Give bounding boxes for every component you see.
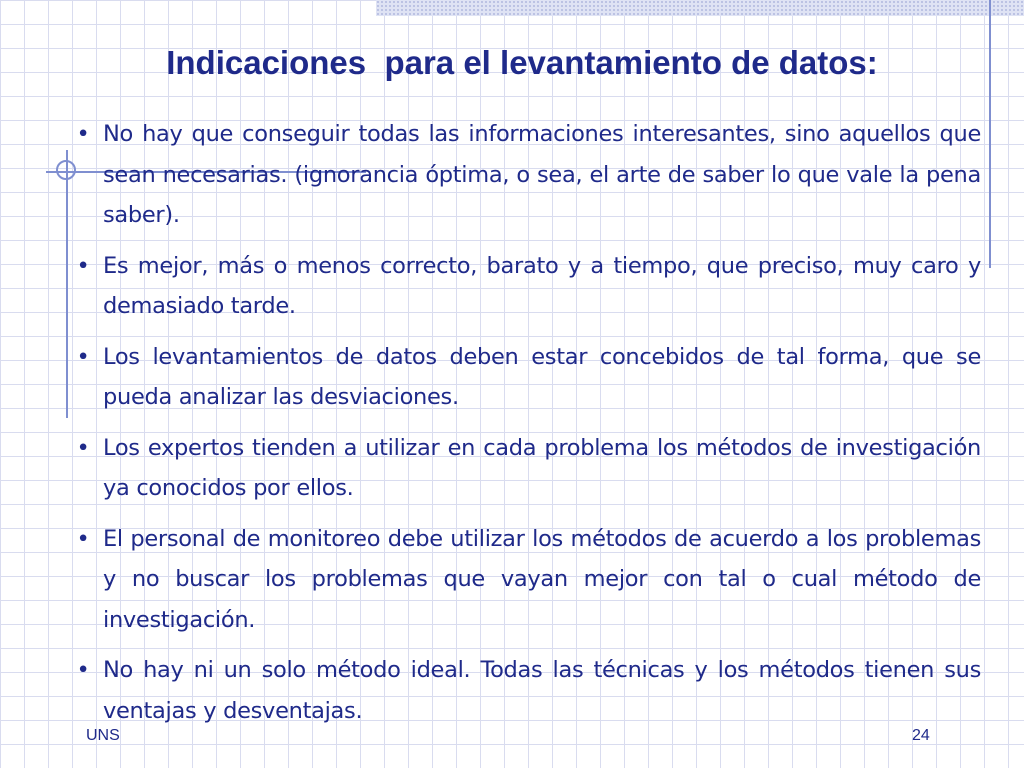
bullet-item [73,519,981,641]
bullet-item [73,650,981,731]
bullet-text: No hay ni un solo método ideal. Todas las técnicas y los métodos tienen sus ventajas y desventajas. [103,657,981,724]
bullet-dot-icon: • [76,657,90,683]
bullet-dot-icon: • [76,434,90,461]
bullet-dot-icon: • [76,525,90,552]
bullet-item [73,114,981,236]
right-vertical-accent-line [989,0,991,268]
bullet-text: Es mejor, más o menos correcto, barato y a tiempo, que preciso, muy caro y demasiado tarde. [103,252,981,319]
bullet-dot-icon: • [76,121,90,147]
top-decorative-band [376,0,1024,16]
bullet-text: No hay que conseguir todas las informaciones interesantes, sino aquellos que sean necesarias. (ignorancia óptima, o sea, el arte de saber lo que vale la pena saber). [103,121,981,228]
bullet-item [73,337,981,418]
bullet-item [73,246,981,327]
footer-organization: UNS [86,727,120,744]
bullet-text: Los levantamientos de datos deben estar concebidos de tal forma, que se pueda analizar las desviaciones. [103,343,981,410]
slide-title: Indicaciones para el levantamiento de datos: [166,44,878,81]
bullet-dot-icon: • [76,252,90,279]
bullet-list [73,114,981,741]
left-vertical-accent-line [66,150,68,418]
bullet-text: Los expertos tienden a utilizar en cada problema los métodos de investigación ya conocidos por ellos. [103,434,981,501]
bullet-text: El personal de monitoreo debe utilizar los métodos de acuerdo a los problemas y no buscar los problemas que vayan mejor con tal o cual método de investigación. [103,525,981,633]
bullet-dot-icon: • [76,343,90,370]
bullet-item [73,428,981,509]
page-number: 24 [912,727,930,744]
